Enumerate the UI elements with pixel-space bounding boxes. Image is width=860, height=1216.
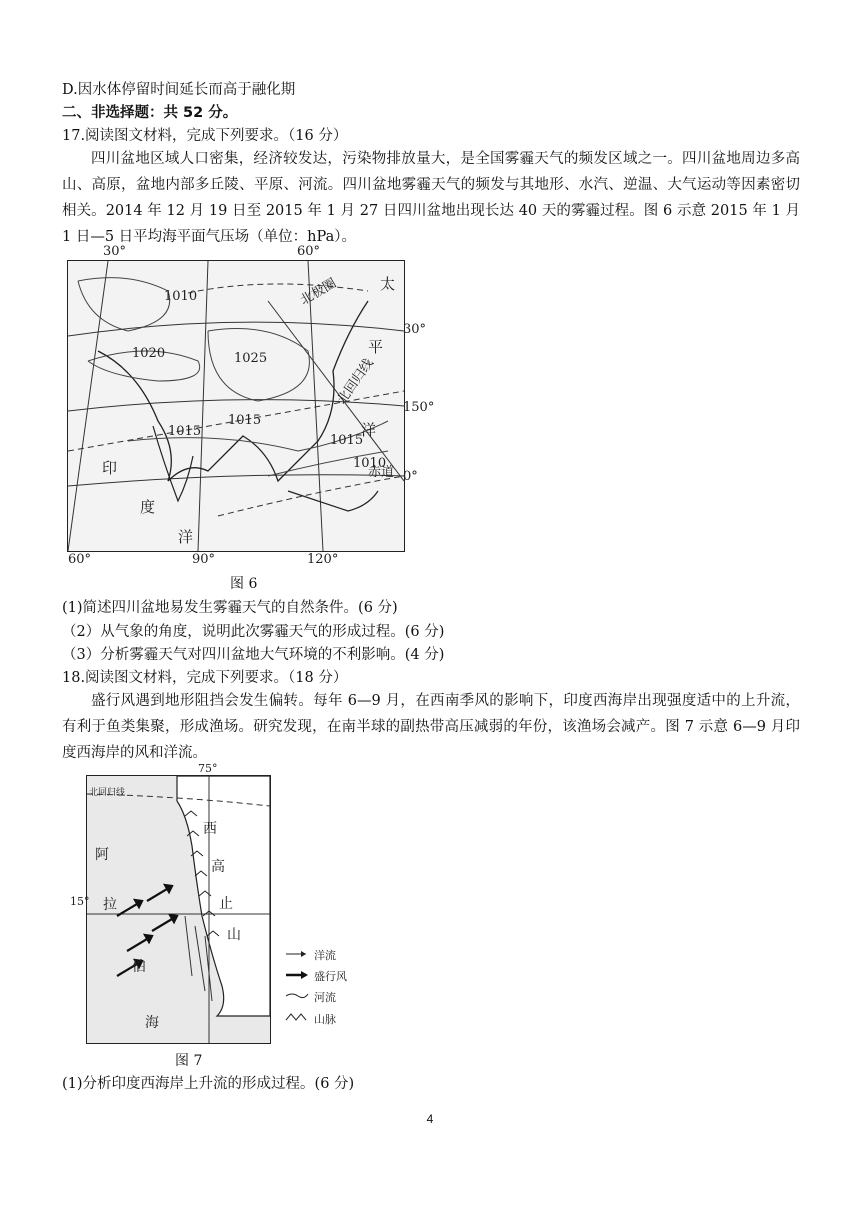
arabian-sea-label: 海 (145, 1015, 159, 1031)
tropic-label: 北回归线 (89, 788, 126, 798)
isobar-label: 1010 (164, 289, 198, 304)
fig6-right-label: 0° (403, 469, 418, 484)
tropic-of-cancer-label: 北回归线 (334, 356, 377, 408)
western-ghats-label: 止 (219, 896, 233, 912)
fig6-right-label: 150° (403, 400, 435, 415)
equator-label: 赤道 (368, 465, 395, 480)
longitude-label: 75° (198, 762, 218, 775)
page-number: 4 (426, 1112, 434, 1126)
figure-6-caption: 图 6 (230, 576, 258, 592)
western-ghats-label: 山 (227, 927, 241, 943)
arabian-sea-label: 伯 (132, 959, 146, 975)
pacific-label: 洋 (361, 421, 377, 439)
legend-symbols (284, 948, 312, 1028)
fig6-right-label: 30° (403, 322, 427, 337)
fig6-bottom-label: 60° (68, 552, 92, 567)
isobar-label: 1025 (234, 351, 268, 366)
arabian-sea-label: 拉 (103, 897, 117, 913)
legend-river: 河流 (314, 991, 336, 1004)
pacific-label: 太 (380, 275, 396, 293)
arabian-sea-label: 阿 (95, 847, 109, 863)
western-ghats-label: 高 (211, 859, 225, 875)
isobar-label: 1015 (168, 424, 202, 439)
western-ghats-label: 西 (203, 821, 217, 837)
monsoon-map (86, 775, 271, 1044)
fig6-bottom-label: 90° (192, 552, 216, 567)
legend-current: 洋流 (314, 949, 336, 962)
figure-7-caption: 图 7 (175, 1053, 203, 1069)
q18-sub1: (1)分析印度西海岸上升流的形成过程。(6 分) (62, 1076, 355, 1092)
q18-paragraph: 盛行风遇到地形阻挡会发生偏转。每年 6—9 月，在西南季风的影响下，印度西海岸出现强度适中的上升流，有利于鱼类集聚，形成渔场。研究发现，在南半球的副热带高压减弱的年份，该渔场会减产。图 7 示意 6—9 月印度西海岸的风和洋流。 (62, 693, 800, 761)
section-title: 二、非选择题：共 52 分。 (62, 105, 238, 121)
isobar-label: 1010 (353, 456, 387, 471)
indian-ocean-label: 印 (102, 459, 118, 477)
isobar-label: 1015 (330, 433, 364, 448)
isobar-label: 1015 (228, 413, 262, 428)
q17-heading: 17.阅读图文材料，完成下列要求。（16 分） (62, 128, 348, 144)
indian-ocean-label: 度 (140, 498, 156, 516)
isobar-label: 1020 (132, 346, 166, 361)
legend-wind: 盛行风 (314, 970, 347, 983)
pacific-label: 平 (368, 338, 384, 356)
q17-sub2: （2）从气象的角度，说明此次雾霾天气的形成过程。(6 分) (62, 624, 445, 640)
fig6-top-label: 60° (297, 244, 321, 259)
indian-ocean-label: 洋 (178, 528, 194, 546)
fig6-top-label: 30° (103, 244, 127, 259)
latitude-label: 15° (70, 895, 90, 908)
pressure-map-graphic (68, 261, 404, 551)
fig6-bottom-label: 120° (307, 552, 339, 567)
previous-option-d: D.因水体停留时间延长而高于融化期 (62, 82, 296, 98)
legend-mountain: 山脉 (314, 1013, 336, 1026)
q18-heading: 18.阅读图文材料，完成下列要求。（18 分） (62, 670, 348, 686)
pressure-map (67, 260, 405, 552)
q17-sub1: (1)简述四川盆地易发生雾霾天气的自然条件。(6 分) (62, 600, 398, 616)
q17-sub3: （3）分析雾霾天气对四川盆地大气环境的不利影响。(4 分) (62, 647, 445, 663)
arctic-circle-label: 北极圈 (297, 275, 340, 309)
q17-paragraph: 四川盆地区域人口密集，经济较发达，污染物排放量大，是全国雾霾天气的频发区域之一。四川盆地周边多高山、高原，盆地内部多丘陵、平原、河流。四川盆地雾霾天气的频发与其地形、水汽、逆温、大气运动等因素密切相关。2014 年 12 月 19 日至 2015 年 1 月 27 日四川盆地出现长达 40 天的雾霾过程。图 6 示意 2015 年 1 月 1 日—5 日平均海平面气压场（单位：hPa）。 (62, 151, 800, 245)
